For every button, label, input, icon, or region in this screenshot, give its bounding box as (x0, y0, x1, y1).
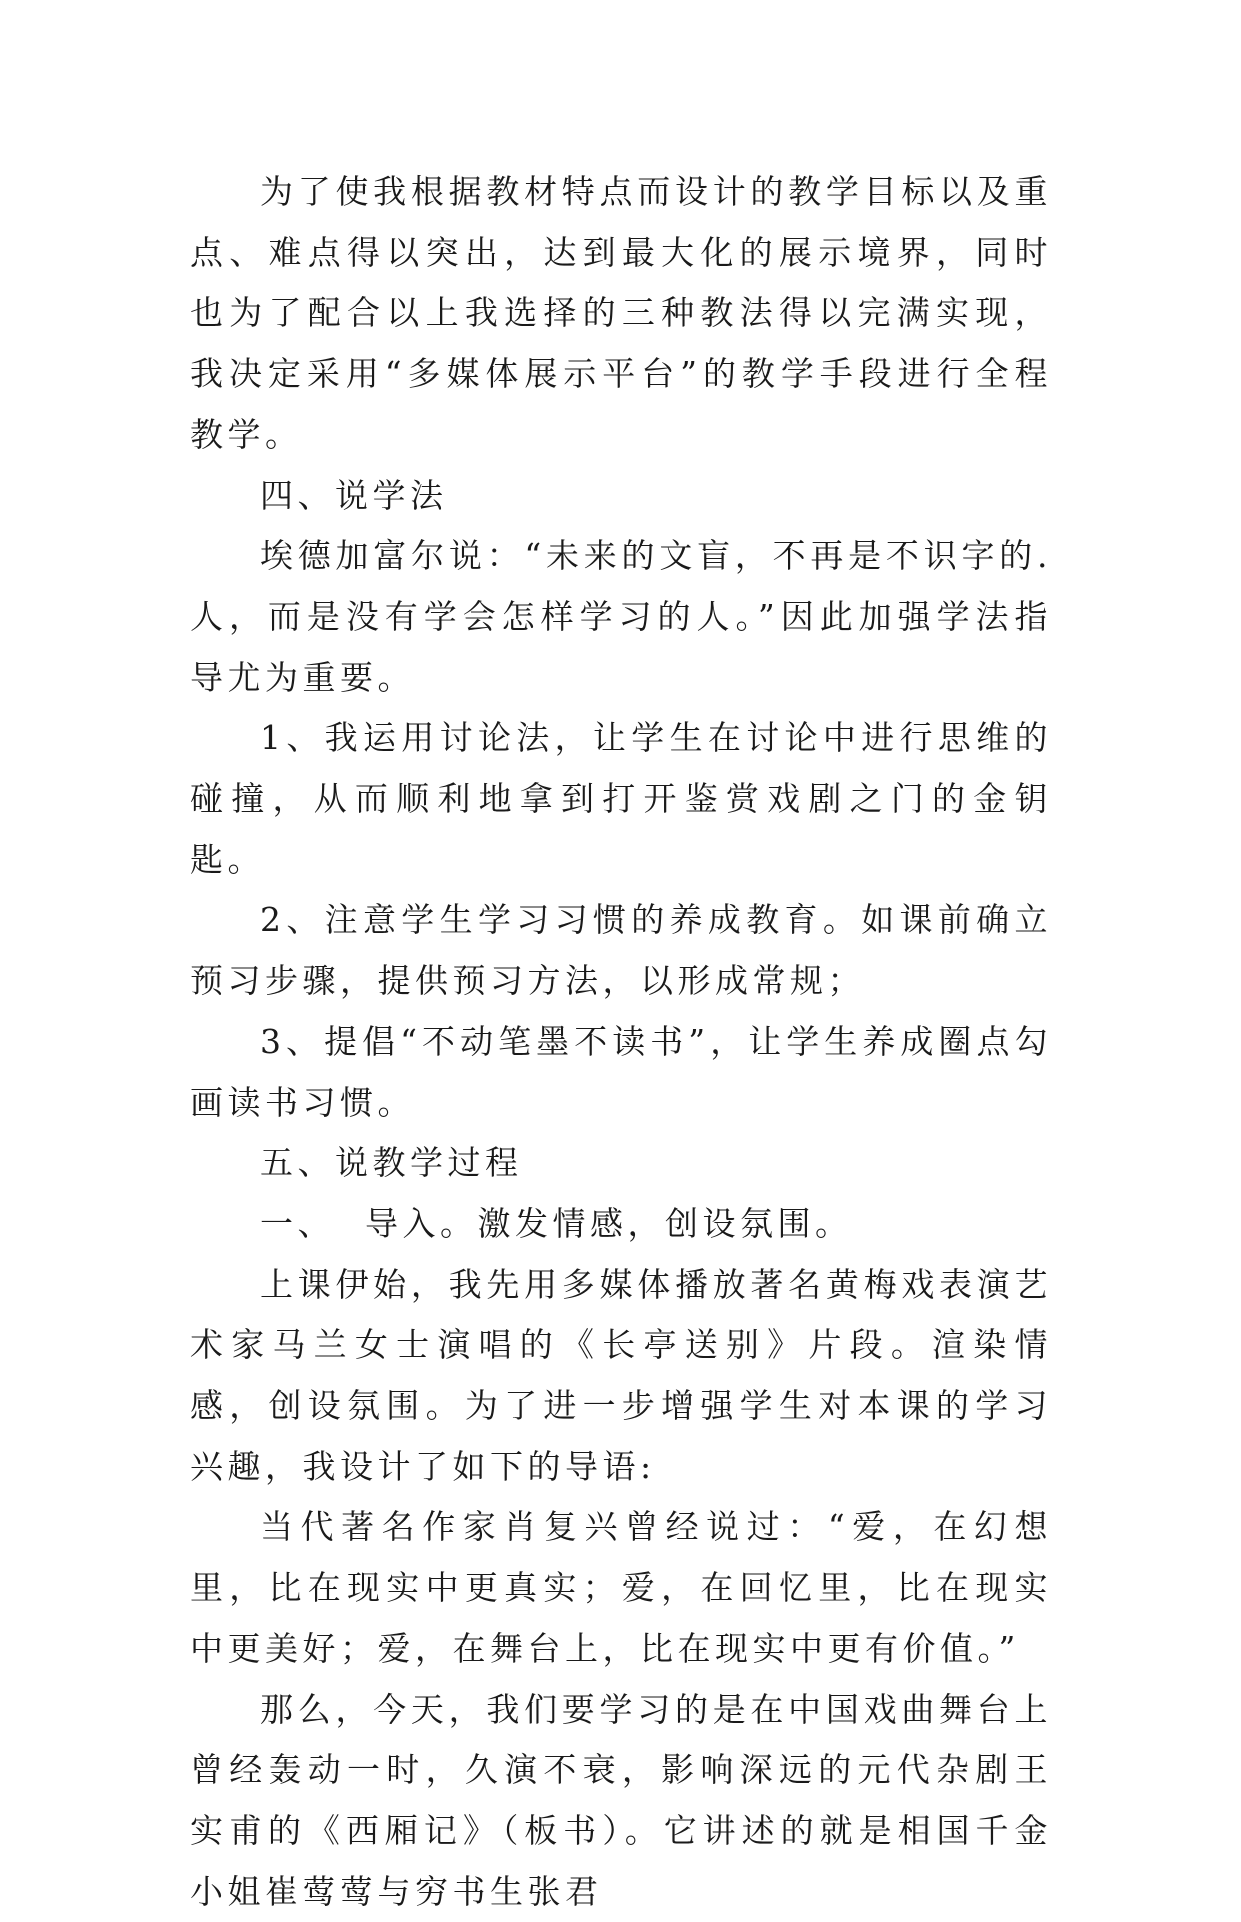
paragraph-xixiangji-intro: 那么，今天，我们要学习的是在中国戏曲舞台上曾经轰动一时，久演不衰，影响深远的元代杂剧王实甫的《西厢记》（板书）。它讲述的就是相国千金小姐崔莺莺与穷书生张君 (190, 1689, 1052, 1911)
heading-teaching-process: 五、说教学过程 (260, 1143, 523, 1183)
subheading-introduction: 一、 导入。激发情感，创设氛围。 (260, 1203, 853, 1243)
paragraph-xiao-fuxing-quote: 当代著名作家肖复兴曾经说过：“爱，在幻想里，比在现实中更真实；爱，在回忆里，比在现实中更美好；爱，在舞台上，比在现实中更有价值。” (190, 1507, 1052, 1668)
paragraph-method-3: 3、提倡“不动笔墨不读书”，让学生养成圈点勾画读书习惯。 (190, 1021, 1052, 1122)
paragraph-method-2: 2、注意学生学习习惯的养成教育。如课前确立预习步骤，提供预习方法，以形成常规； (190, 900, 1052, 1001)
document-page (190, 0, 1052, 1911)
paragraph-teaching-means: 为了使我根据教材特点而设计的教学目标以及重点、难点得以突出，达到最大化的展示境界，同时也为了配合以上我选择的三种教法得以完满实现，我决定采用“多媒体展示平台”的教学手段进行全程教学。 (190, 172, 1052, 454)
paragraph-method-1: 1、我运用讨论法，让学生在讨论中进行思维的碰撞，从而顺利地拿到打开鉴赏戏剧之门的金钥匙。 (190, 718, 1052, 879)
document-body (190, 162, 1052, 1922)
heading-learning-methods: 四、说学法 (260, 475, 448, 515)
paragraph-class-opening: 上课伊始，我先用多媒体播放著名黄梅戏表演艺术家马兰女士演唱的《长亭送别》片段。渲染情感，创设氛围。为了进一步增强学生对本课的学习兴趣，我设计了如下的导语: (190, 1264, 1052, 1486)
paragraph-faure-quote: 埃德加富尔说：“未来的文盲，不再是不识字的.人，而是没有学会怎样学习的人。”因此加强学法指导尤为重要。 (190, 536, 1052, 697)
